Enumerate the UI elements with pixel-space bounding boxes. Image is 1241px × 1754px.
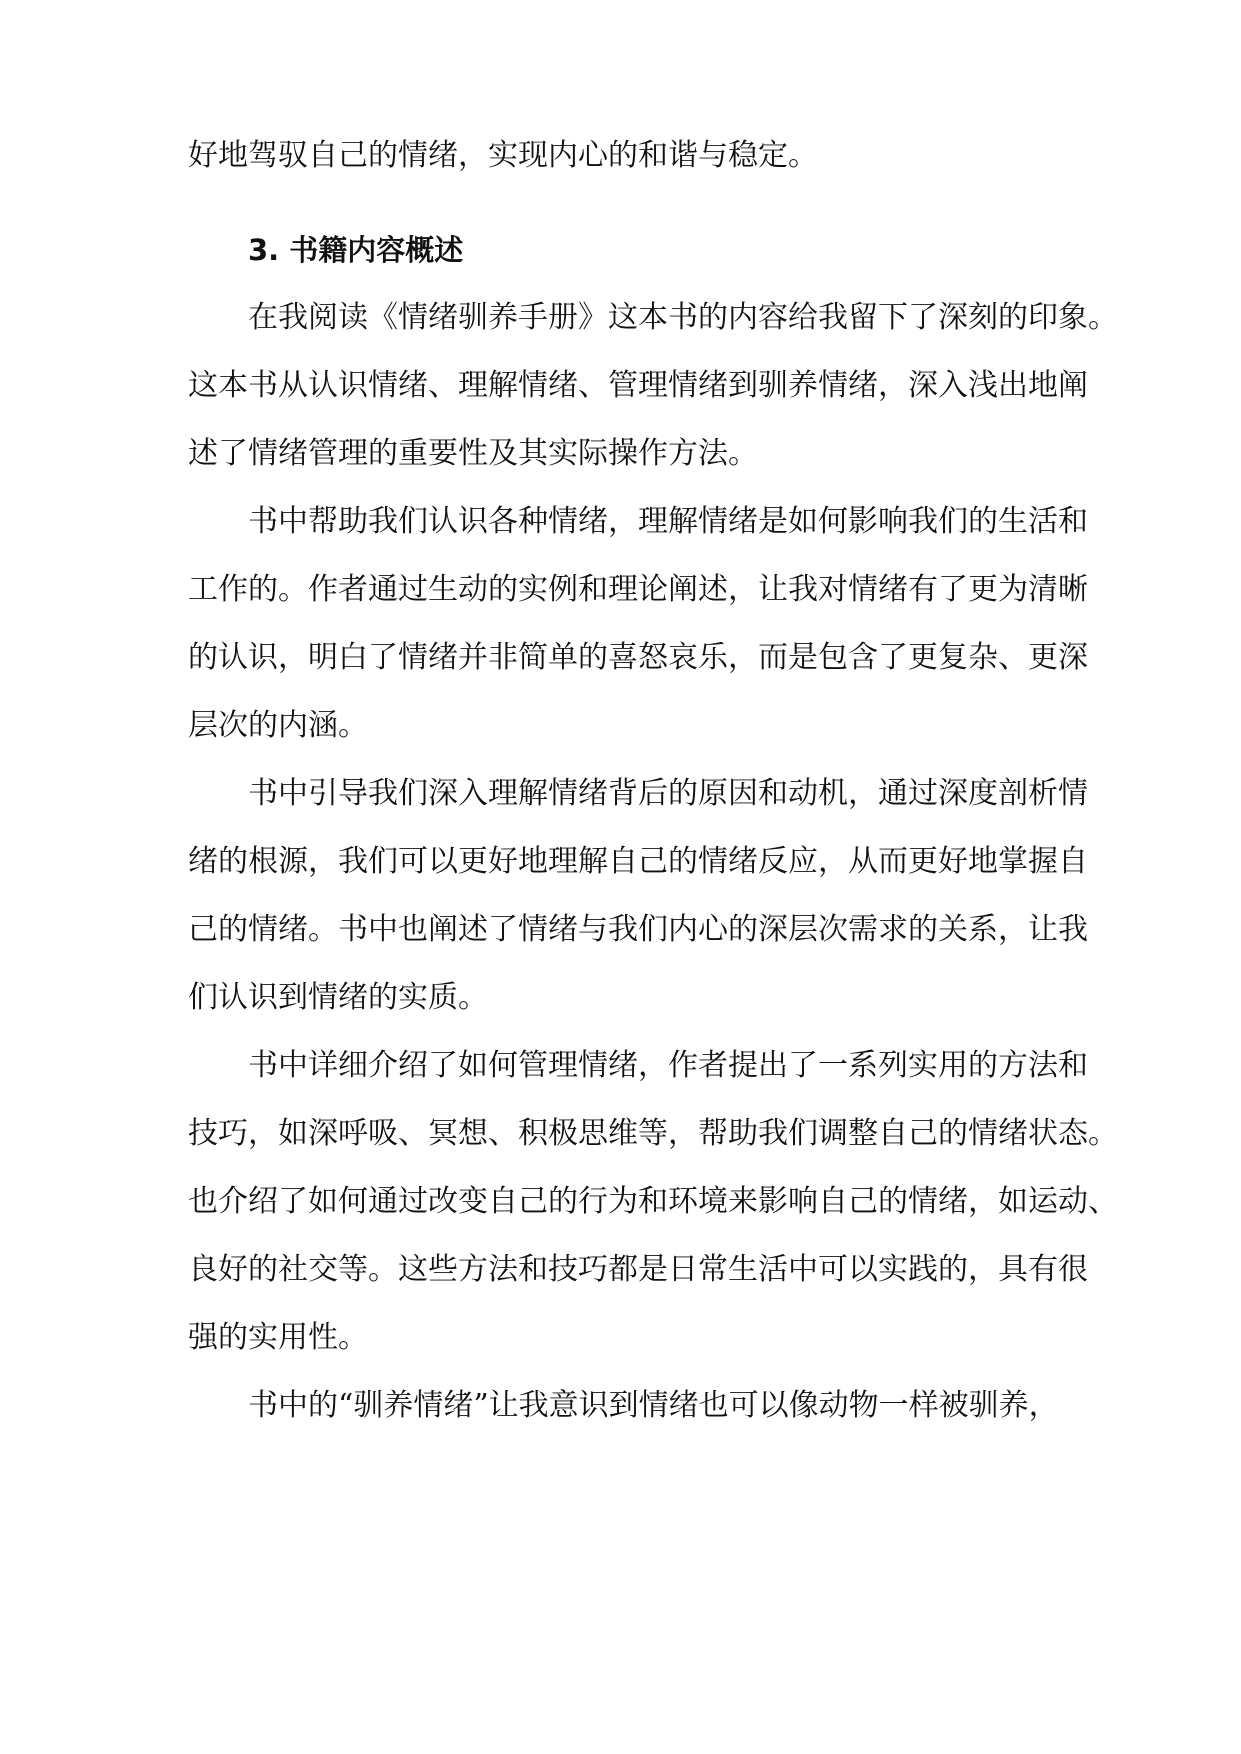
paragraph-line: 也介绍了如何通过改变自己的行为和环境来影响自己的情绪，如运动、 — [188, 1184, 1118, 1219]
paragraph-line: 们认识到情绪的实质。 — [188, 980, 488, 1015]
paragraph-line: 述了情绪管理的重要性及其实际操作方法。 — [188, 436, 758, 471]
paragraph-line: 强的实用性。 — [188, 1320, 368, 1355]
paragraph-line: 的认识，明白了情绪并非简单的喜怒哀乐，而是包含了更复杂、更深 — [188, 640, 1088, 675]
paragraph-line: 书中详细介绍了如何管理情绪，作者提出了一系列实用的方法和 — [248, 1048, 1088, 1083]
paragraph-line: 好地驾驭自己的情绪，实现内心的和谐与稳定。 — [188, 138, 818, 173]
paragraph-line: 己的情绪。书中也阐述了情绪与我们内心的深层次需求的关系，让我 — [188, 912, 1088, 947]
paragraph-line: 在我阅读《情绪驯养手册》这本书的内容给我留下了深刻的印象。 — [248, 300, 1118, 335]
paragraph-line: 工作的。作者通过生动的实例和理论阐述，让我对情绪有了更为清晰 — [188, 572, 1088, 607]
paragraph-line: 书中引导我们深入理解情绪背后的原因和动机，通过深度剖析情 — [248, 776, 1088, 811]
paragraph-line: 这本书从认识情绪、理解情绪、管理情绪到驯养情绪，深入浅出地阐 — [188, 368, 1088, 403]
section-heading: 3. 书籍内容概述 — [248, 233, 464, 267]
paragraph-line: 书中帮助我们认识各种情绪，理解情绪是如何影响我们的生活和 — [248, 504, 1088, 539]
paragraph-line: 技巧，如深呼吸、冥想、积极思维等，帮助我们调整自己的情绪状态。 — [188, 1116, 1118, 1151]
paragraph-line: 良好的社交等。这些方法和技巧都是日常生活中可以实践的，具有很 — [188, 1252, 1088, 1287]
paragraph-line: 绪的根源，我们可以更好地理解自己的情绪反应，从而更好地掌握自 — [188, 844, 1088, 879]
paragraph-line: 层次的内涵。 — [188, 708, 368, 743]
paragraph-line: 书中的“驯养情绪”让我意识到情绪也可以像动物一样被驯养， — [248, 1388, 1059, 1423]
